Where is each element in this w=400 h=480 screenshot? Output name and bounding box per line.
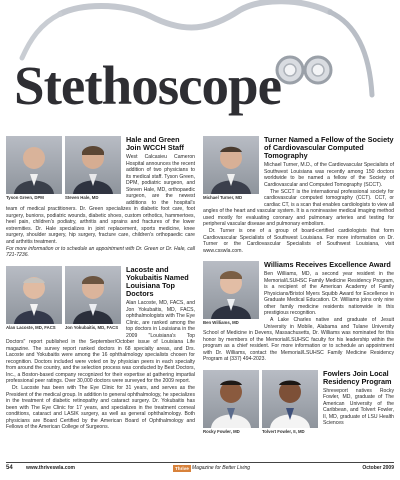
photo-rocky-fowler [203,370,259,435]
article-paragraph: Alan Lacoste, MD, FACS, and Jon Yokubaitis, MD, FACS, ophthalmologists with The Eye Clinic, are ranked among the top doctors in Louisiana in the 2009 "Louisiana's Top Doctors" report published in the September/October issue of Louisiana Life magazine. The survey report ranked doctors in 68 specialty areas, and Drs. Lacoste and Yokubaitis were among the 16 ophthalmology specialists chosen for recognition. Doctors included were voted on by physician peers in each specialty from around the country, and the selection process was conducted by Best Doctors, Inc., a Boston-based company recognized for their expertise at gathering impartial professional peer ratings. Over 30,000 doctors were surveyed for the 2009 report. [6,300,195,384]
photo-caption: Jon Yokubaitis, MD, FACS [65,324,119,330]
photo-steven-hale [65,136,121,201]
photo-group [6,266,121,331]
portrait-photo [203,136,259,194]
photo-jon-yokubaitis [65,266,121,331]
article-headline: Turner Named a Fellow of the Society of Cardiovascular Computed Tomography [264,135,394,161]
article-paragraph: Shreveport natives Rocky Fowler, MD, graduate of The American University of the Caribbean, and Tolvert Fowler, II, MD, graduate of LSU Health Sciences [323,387,394,427]
article-paragraph: The SCCT is the international professional society for cardiovascular computed tomography (CCT). CCT, or cardiac CT, is a scan that enables cardiologists to view all angles of the heart and vascular system. It is a noninvasive medical imaging method used mostly for evaluating coronary and pulmonary arteries and testing for peripheral vascular disease and pulmonary embolism. [203,188,394,228]
photo-caption: Tyson Green, DPM [6,195,44,200]
page-number: 54 [6,465,13,471]
footer-divider [6,462,394,463]
article-turner [203,136,394,254]
website-link[interactable]: www.thriveswla.com [26,465,75,471]
photo-alan-lacoste [6,266,62,331]
photo-ben-williams [203,261,259,326]
photo-caption: Rocky Fowler, MD [203,428,240,434]
photo-group [203,136,259,201]
portrait-photo [65,136,121,194]
article-paragraph: Dr. Lacoste has been with The Eye Clinic for 31 years, and serves as the President of the medical group. In addition to general ophthalmology, he specializes in the treatment of diabetic retinopathy and cataract surgery. Dr. Yokubaitis has been with The Eye Clinic for 17 years, and specializes in the treatment corneal conditions, cataract and LASIK surgery, as well as general ophthalmology. Both physicians are Board Certified by the American Board of Ophthalmology and Fellows of the American College of Surgeons. [6,385,195,431]
portrait-photo [6,136,62,194]
photo-caption: Steven Hale, MD [65,195,99,200]
portrait-photo [65,266,121,324]
portrait-photo [203,370,259,428]
article-williams [203,261,394,362]
photo-caption: Tolvert Fowler, II, MD [262,428,305,434]
photo-tyson-green [6,136,62,201]
magazine-tagline: Magazine for Better Living [192,465,251,471]
page-footer [0,462,400,480]
masthead [0,0,400,135]
article-headline: Hale and Green Join WCCH Staff [126,135,184,153]
photo-michael-turner [203,136,259,201]
portrait-photo [6,266,62,324]
photo-group [203,261,259,326]
magazine-logo: Thrive [175,466,189,471]
photo-caption: Ben Williams, MD [203,320,239,326]
portrait-photo [203,261,259,319]
article-hale-green [6,136,195,259]
page-title: Stethoscope [14,55,282,116]
article-headline: Lacoste and Yokubaitis Named Louisiana Top Doctors [126,264,189,299]
article-headline: Williams Receives Excellence Award [264,260,391,270]
portrait-photo [262,370,318,428]
photo-group [6,136,121,201]
right-column [203,136,394,437]
article-fowlers [203,368,394,434]
photo-caption: Michael Turner, MD [203,195,243,200]
photo-tolvert-fowler [262,370,318,435]
article-paragraph: Dr. Turner is one of a group of board-certified cardiologists that form Cardiovascular Specialists of Southwest Louisiana. For more information on Dr. Turner or the Cardiovascular Specialists of Southwest Louisiana, visit www.csswla.com. [203,228,394,254]
article-paragraph: A Lake Charles native and graduate of Jesuit University in Mobile, Alabama and Tulane University School of Medicine in Devens, Massachusetts, Dr. Williams was nominated for this honor by members of the Memorial/LSUHSC faculty for his leadership within the program as a chief resident. For more information or to schedule an appointment with Dr. Williams, contact the Memorial/LSUHSC Family Medicine Residency Program at (337) 494-2023. [203,317,394,363]
issue-date: October 2009 [362,465,394,471]
article-paragraph: West Calcasieu Cameron Hospital announces the recent addition of two physicians to its medical staff. Tyson Green, DPM, podiatric surgeon, and Steven Hale, MD, orthopaedic surgeon, are the newest additions to the hospital's team of medical practitioners. Dr. Green specializes in diabetic foot care, foot surgery, bunions, podiatric wounds, diabetic shoes, custom orthotics, hammertoes, heel pain, children's podiatry, arthritis and sprains and fractures of the lower extremities. Dr. Hale specializes in joint replacement, sports medicine, knee surgery, shoulder surgery, hip surgery, fracture care, children's orthopaedic care and arthritis treatment. [6,154,195,245]
photo-caption: Alan Lacoste, MD, FACS [6,324,56,330]
article-headline: Fowlers Join Local Residency Program [323,368,392,386]
contact-text: For more information or to schedule an appointment with Dr. Green or Dr. Hale, call 721-7236. [6,245,195,259]
photo-group [203,370,318,435]
article-paragraph: Michael Turner, M.D., of the Cardiovascular Specialists of Southwest Louisiana was recently among 150 doctors worldwide to be named a fellow of the Society of Cardiovascular and Computed Tomography (SCCT). [264,162,394,188]
article-paragraph: Ben Williams, MD, a second year resident in the Memorial/LSUHSC Family Medicine Residency Program, is a recipient of the American Academy of Family Physicians/Bristol Myers Squibb Award for Excellence in Graduate Medical Education. Dr. Williams joins only nine other family medicine residents nationwide in this prestigious recognition. [264,271,394,317]
article-contact [6,246,195,259]
article-lacoste-yokubaitis [6,266,195,431]
left-column [6,136,195,438]
